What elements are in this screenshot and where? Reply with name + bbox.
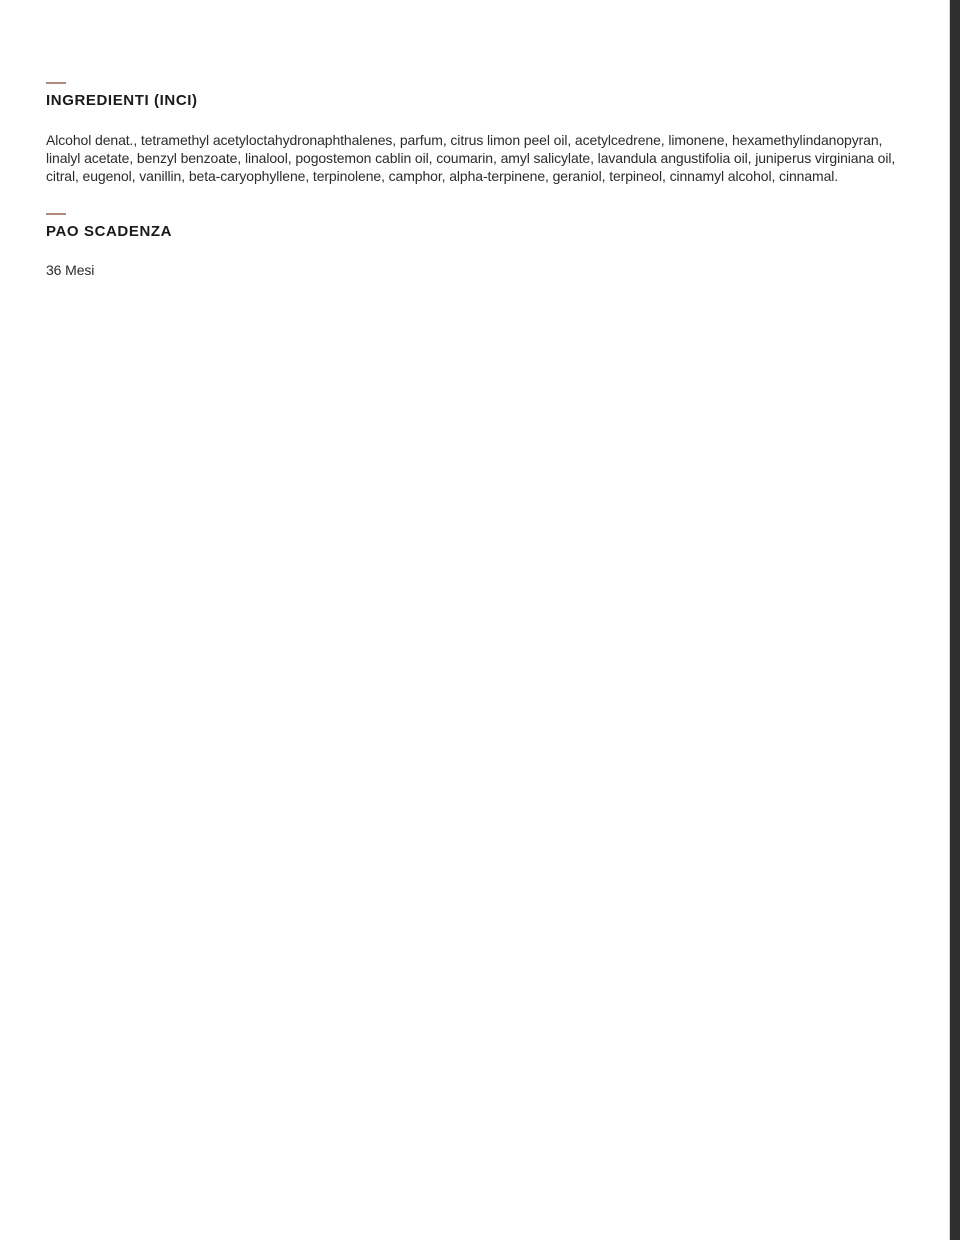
- ingredients-title: INGREDIENTI (INCI): [46, 92, 198, 109]
- pao-section: [46, 213, 906, 279]
- ingredients-section: [46, 82, 906, 185]
- product-details: [46, 82, 906, 279]
- pao-title: PAO SCADENZA: [46, 223, 173, 240]
- pao-accent-rule: [46, 213, 66, 215]
- ingredients-accent-rule: [46, 82, 66, 84]
- ingredients-text: Alcohol denat., tetramethyl acetyloctahydronaphthalenes, parfum, citrus limon peel oil, acetylcedrene, limonene, hexamethylindanopyran, linalyl acetate, benzyl benzoate, linalool, pogostemon cablin oil, coumarin, amyl salicylate, lavandula angustifolia oil, juniperus virginiana oil, citral, eugenol, vanillin, beta-caryophyllene, terpinolene, camphor, alpha-terpinene, geraniol, terpineol, cinnamyl alcohol, cinnamal.: [46, 132, 896, 184]
- pao-text: 36 Mesi: [46, 262, 95, 278]
- scrollbar[interactable]: [950, 0, 960, 1240]
